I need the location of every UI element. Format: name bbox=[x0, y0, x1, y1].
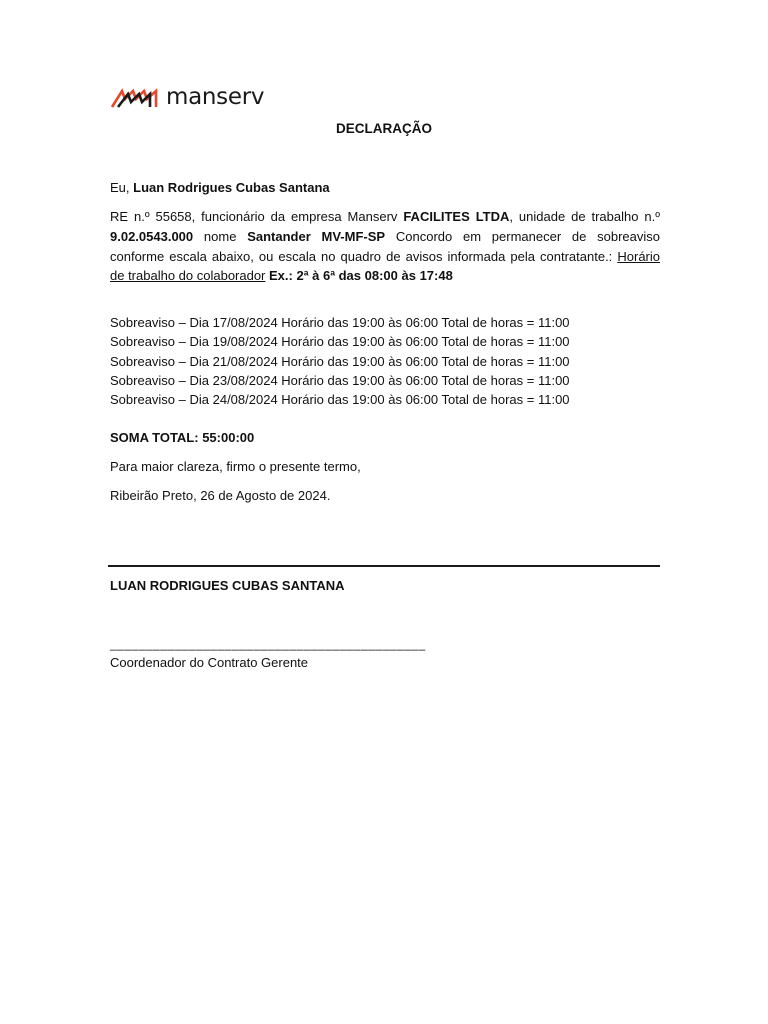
signature-line bbox=[108, 565, 660, 567]
clarity-statement: Para maior clareza, firmo o presente termo, bbox=[110, 459, 361, 474]
para-text-4: Concordo em permanecer de sobreaviso conforme escala abaixo, ou escala no quadro de avisos informada pela contratante.: bbox=[110, 228, 660, 264]
coordinator-signature-line: ____________________________________________ bbox=[110, 637, 426, 651]
para-text-1: RE n.º 55658, funcionário da empresa Manserv bbox=[110, 209, 398, 224]
client-name: Santander MV-MF-SP bbox=[247, 228, 386, 244]
place-and-date: Ribeirão Preto, 26 de Agosto de 2024. bbox=[110, 488, 331, 503]
schedule-item: Sobreaviso – Dia 23/08/2024 Horário das 19:00 às 06:00 Total de horas = 11:00 bbox=[110, 372, 570, 388]
logo-text: manserv bbox=[166, 84, 265, 110]
work-hours-value: Ex.: 2ª à 6ª das 08:00 às 17:48 bbox=[269, 268, 453, 284]
declaration-paragraph bbox=[110, 207, 660, 286]
manserv-logo bbox=[110, 84, 264, 112]
schedule-item: Sobreaviso – Dia 21/08/2024 Horário das 19:00 às 06:00 Total de horas = 11:00 bbox=[110, 353, 570, 369]
unit-number: 9.02.0543.000 bbox=[110, 228, 194, 244]
manserv-mark-icon bbox=[110, 86, 162, 110]
signature-name: LUAN RODRIGUES CUBAS SANTANA bbox=[110, 578, 345, 593]
document-title: DECLARAÇÃO bbox=[336, 121, 432, 136]
para-text-3: nome bbox=[203, 228, 237, 244]
work-hours-label: Horário de trabalho do colaborador bbox=[110, 248, 660, 284]
greeting-line bbox=[110, 178, 330, 198]
schedule-item: Sobreaviso – Dia 17/08/2024 Horário das 19:00 às 06:00 Total de horas = 11:00 bbox=[110, 315, 570, 330]
para-text-2: , unidade de trabalho n.º bbox=[509, 209, 660, 224]
schedule-item: Sobreaviso – Dia 24/08/2024 Horário das 19:00 às 06:00 Total de horas = 11:00 bbox=[110, 392, 570, 408]
schedule-list bbox=[110, 313, 570, 409]
total-hours: SOMA TOTAL: 55:00:00 bbox=[110, 430, 255, 445]
company-name: FACILITES LTDA bbox=[403, 209, 510, 224]
employee-name: Luan Rodrigues Cubas Santana bbox=[133, 180, 330, 195]
coordinator-label: Coordenador do Contrato Gerente bbox=[110, 655, 309, 670]
schedule-item: Sobreaviso – Dia 19/08/2024 Horário das 19:00 às 06:00 Total de horas = 11:00 bbox=[110, 334, 570, 350]
greeting-prefix: Eu, bbox=[110, 180, 130, 195]
